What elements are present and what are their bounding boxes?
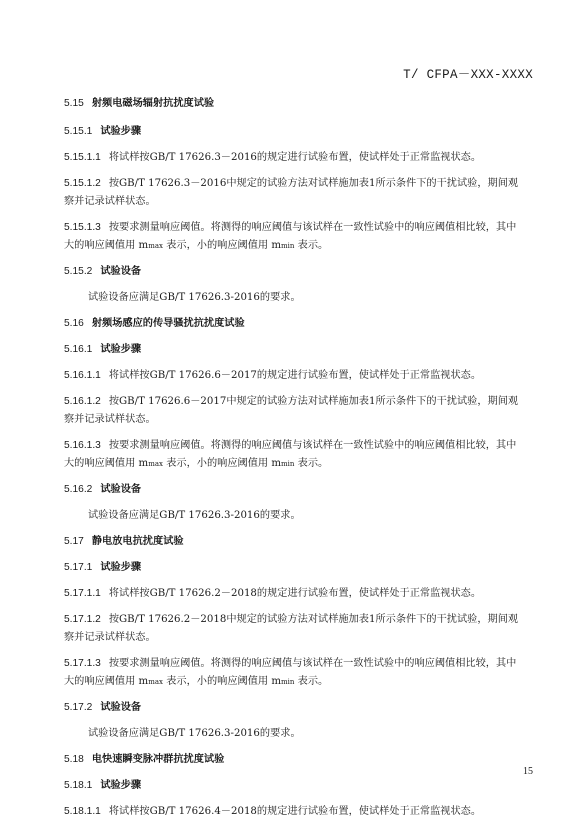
section-heading <box>64 533 534 551</box>
subsection-title: 试验步骤 <box>100 126 142 137</box>
subsection-title: 试验步骤 <box>100 780 142 791</box>
subscript: max <box>148 460 163 468</box>
section-title: 电快速瞬变脉冲群抗扰度试验 <box>91 754 225 765</box>
paragraph: 试验设备应满足GB/T 17626.3-2016的要求。 <box>88 510 301 521</box>
clause-number: 5.16.1.1 <box>64 370 101 381</box>
paragraph: 试验设备应满足GB/T 17626.3-2016的要求。 <box>88 292 301 303</box>
section-title: 射频场感应的传导骚扰抗扰度试验 <box>91 318 245 329</box>
section-heading <box>64 751 534 769</box>
clause-number: 5.17.1.2 <box>64 614 101 625</box>
clause-text-continued: 察并记录试样状态。 <box>64 414 156 425</box>
text-part: 大的响应阈值用 m <box>64 240 149 251</box>
subsection-number: 5.17.2 <box>64 702 93 713</box>
paragraph: 试验设备应满足GB/T 17626.3-2016的要求。 <box>88 728 301 739</box>
clause-text: 按要求测量响应阈值。将测得的响应阈值与该试样在一致性试验中的响应阈值相比较，其中 <box>108 658 517 669</box>
text-part: 表示。 <box>294 458 329 469</box>
subscript: max <box>148 678 163 686</box>
subsection-heading <box>64 559 534 577</box>
subscript: min <box>281 242 295 250</box>
text-part: 大的响应阈值用 m <box>64 676 149 687</box>
subsection-number: 5.16.2 <box>64 484 93 495</box>
subsection-heading <box>64 263 534 281</box>
clause-text: 将试样按GB/T 17626.4－2018的规定进行试验布置，使试样处于正常监视状态。 <box>108 806 482 817</box>
subsection-heading <box>64 123 534 141</box>
clause-number: 5.18.1.1 <box>64 806 101 817</box>
clause-text-continued <box>64 237 534 255</box>
section-number: 5.15 <box>64 98 84 109</box>
text-part: 表示。 <box>294 676 329 687</box>
subsection-title: 试验设备 <box>100 484 142 495</box>
subsection-title: 试验步骤 <box>100 562 142 573</box>
subsection-title: 试验设备 <box>100 702 142 713</box>
clause <box>64 175 534 193</box>
subsection-heading <box>64 777 534 795</box>
subsection-number: 5.16.1 <box>64 344 93 355</box>
document-code: T/ CFPA－XXX-XXXX <box>403 68 533 82</box>
clause-text: 将试样按GB/T 17626.2－2018的规定进行试验布置，使试样处于正常监视状态。 <box>108 588 482 599</box>
subsection-heading <box>64 481 534 499</box>
clause-text-continued: 察并记录试样状态。 <box>64 632 156 643</box>
clause-text-continued <box>64 455 534 473</box>
clause-number: 5.17.1.3 <box>64 658 101 669</box>
clause <box>64 219 534 237</box>
section-number: 5.17 <box>64 536 84 547</box>
section-number: 5.16 <box>64 318 84 329</box>
clause-number: 5.15.1.2 <box>64 178 101 189</box>
clause-number: 5.17.1.1 <box>64 588 101 599</box>
clause <box>64 611 534 629</box>
subsection-heading <box>64 341 534 359</box>
text-part: 表示，小的响应阈值用 m <box>162 458 281 469</box>
clause <box>64 367 534 385</box>
section-title: 射频电磁场辐射抗扰度试验 <box>91 98 215 109</box>
clause <box>64 803 534 821</box>
subscript: min <box>281 460 295 468</box>
clause <box>64 585 534 603</box>
subsection-number: 5.17.1 <box>64 562 93 573</box>
clause-text: 按要求测量响应阈值。将测得的响应阈值与该试样在一致性试验中的响应阈值相比较，其中 <box>108 440 517 451</box>
clause-text-continued <box>64 673 534 691</box>
clause-text: 按要求测量响应阈值。将测得的响应阈值与该试样在一致性试验中的响应阈值相比较，其中 <box>108 222 517 233</box>
clause <box>64 393 534 411</box>
clause-text: 按GB/T 17626.3－2016中规定的试验方法对试样施加表1所示条件下的干扰试验，期间观 <box>108 178 519 189</box>
clause-text: 将试样按GB/T 17626.3－2016的规定进行试验布置，使试样处于正常监视状态。 <box>108 152 482 163</box>
subsection-title: 试验步骤 <box>100 344 142 355</box>
text-part: 大的响应阈值用 m <box>64 458 149 469</box>
subsection-number: 5.18.1 <box>64 780 93 791</box>
subsection-number: 5.15.2 <box>64 266 93 277</box>
subsection-heading <box>64 699 534 717</box>
clause <box>64 437 534 455</box>
subsection-title: 试验设备 <box>100 266 142 277</box>
clause-number: 5.16.1.2 <box>64 396 101 407</box>
subsection-number: 5.15.1 <box>64 126 93 137</box>
clause-number: 5.15.1.1 <box>64 152 101 163</box>
clause-number: 5.16.1.3 <box>64 440 101 451</box>
section-heading <box>64 315 534 333</box>
text-part: 表示，小的响应阈值用 m <box>162 676 281 687</box>
clause <box>64 655 534 673</box>
clause-text: 将试样按GB/T 17626.6－2017的规定进行试验布置，使试样处于正常监视状态。 <box>108 370 482 381</box>
clause-text-continued: 察并记录试样状态。 <box>64 196 156 207</box>
clause-text: 按GB/T 17626.6－2017中规定的试验方法对试样施加表1所示条件下的干扰试验，期间观 <box>108 396 519 407</box>
clause-number: 5.15.1.3 <box>64 222 101 233</box>
clause-text: 按GB/T 17626.2－2018中规定的试验方法对试样施加表1所示条件下的干扰试验，期间观 <box>108 614 519 625</box>
section-number: 5.18 <box>64 754 84 765</box>
document-body <box>64 95 534 821</box>
subscript: min <box>281 678 295 686</box>
subscript: max <box>148 242 163 250</box>
text-part: 表示，小的响应阈值用 m <box>162 240 281 251</box>
section-heading <box>64 95 534 113</box>
section-title: 静电放电抗扰度试验 <box>91 536 184 547</box>
page-number: 15 <box>523 766 533 777</box>
text-part: 表示。 <box>294 240 329 251</box>
clause <box>64 149 534 167</box>
